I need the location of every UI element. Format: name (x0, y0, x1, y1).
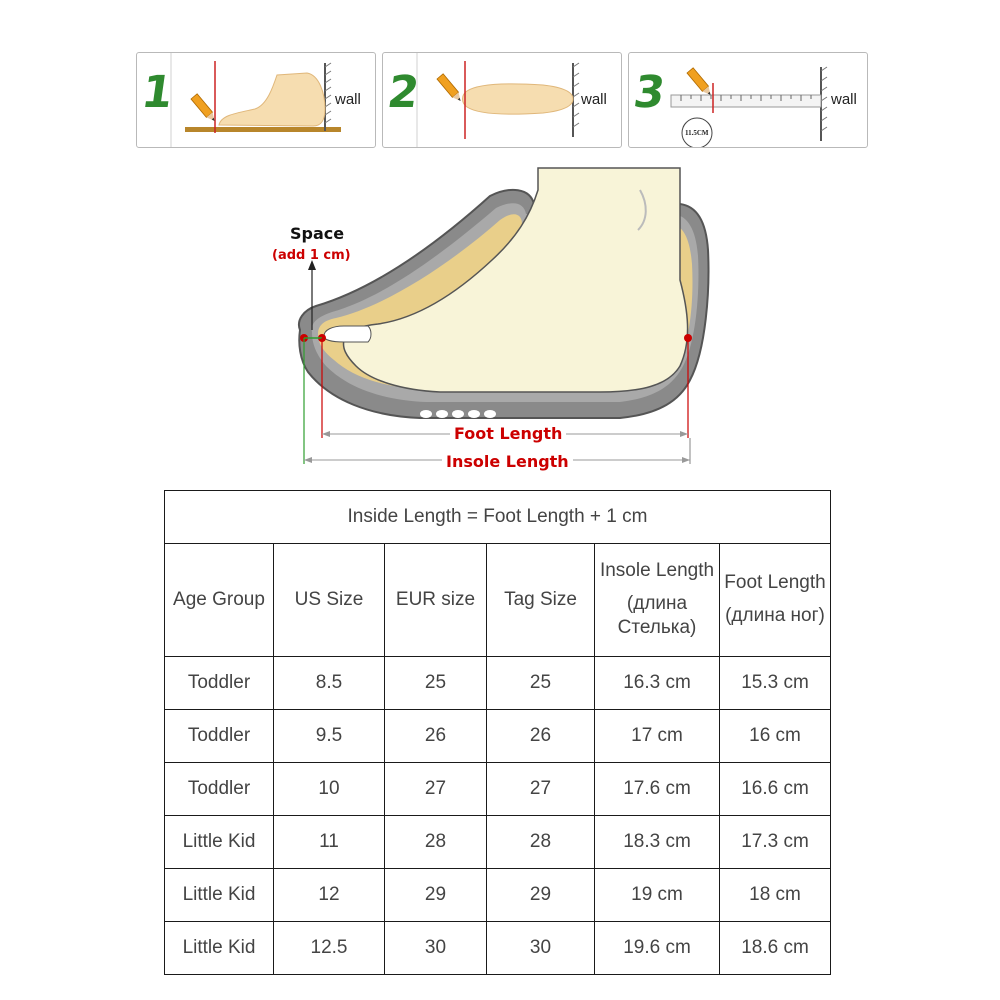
cell-insole-length: 17.6 cm (595, 763, 720, 816)
cell-tag-size: 30 (487, 922, 595, 975)
table-row (165, 922, 831, 975)
cell-tag-size: 29 (487, 869, 595, 922)
cell-tag-size: 28 (487, 816, 595, 869)
cell-us-size: 8.5 (274, 657, 385, 710)
table-row (165, 816, 831, 869)
table-row (165, 869, 831, 922)
space-note: (add 1 cm) (272, 248, 351, 263)
table-row (165, 763, 831, 816)
cell-foot-length: 18.6 cm (720, 922, 831, 975)
step-number: 2 (384, 67, 423, 118)
header-foot-length-en: Foot Length (724, 572, 826, 594)
header-insole-length-en: Insole Length (599, 559, 715, 581)
shoe-fit-diagram (260, 160, 740, 480)
cell-us-size: 12 (274, 869, 385, 922)
wall-label: wall (335, 91, 361, 108)
header-us-size: US Size (274, 544, 385, 657)
cell-tag-size: 25 (487, 657, 595, 710)
header-insole-length (595, 544, 720, 657)
cell-tag-size: 26 (487, 710, 595, 763)
table-row (165, 710, 831, 763)
cell-age-group: Little Kid (165, 816, 274, 869)
cell-age-group: Toddler (165, 710, 274, 763)
table-caption-row (165, 491, 831, 544)
wall-label: wall (831, 91, 857, 108)
cell-us-size: 10 (274, 763, 385, 816)
ruler-reading: 11.5CM (685, 129, 709, 137)
insole-length-label: Insole Length (442, 452, 573, 471)
cell-eur-size: 25 (385, 657, 487, 710)
table-body (165, 657, 831, 975)
cell-us-size: 11 (274, 816, 385, 869)
cell-us-size: 9.5 (274, 710, 385, 763)
cell-age-group: Little Kid (165, 922, 274, 975)
header-foot-length-ru: (длина ног) (725, 605, 825, 626)
cell-insole-length: 18.3 cm (595, 816, 720, 869)
cell-foot-length: 17.3 cm (720, 816, 831, 869)
cell-age-group: Little Kid (165, 869, 274, 922)
step-panel-1 (136, 52, 376, 148)
cell-age-group: Toddler (165, 763, 274, 816)
wall-label: wall (581, 91, 607, 108)
cell-foot-length: 16.6 cm (720, 763, 831, 816)
cell-foot-length: 18 cm (720, 869, 831, 922)
header-age-group: Age Group (165, 544, 274, 657)
space-label: Space (290, 224, 345, 243)
cell-tag-size: 27 (487, 763, 595, 816)
step-panel-3 (628, 52, 868, 148)
cell-eur-size: 27 (385, 763, 487, 816)
cell-eur-size: 29 (385, 869, 487, 922)
table-header-row (165, 544, 831, 657)
cell-foot-length: 15.3 cm (720, 657, 831, 710)
cell-age-group: Toddler (165, 657, 274, 710)
table-row (165, 657, 831, 710)
header-insole-length-ru: (длина Стелька) (617, 592, 697, 639)
cell-foot-length: 16 cm (720, 710, 831, 763)
cell-insole-length: 16.3 cm (595, 657, 720, 710)
step-panel-2 (382, 52, 622, 148)
table-caption: Inside Length = Foot Length + 1 cm (165, 491, 831, 544)
cell-eur-size: 30 (385, 922, 487, 975)
step-number: 3 (630, 67, 669, 118)
header-eur-size: EUR size (385, 544, 487, 657)
header-tag-size: Tag Size (487, 544, 595, 657)
cell-eur-size: 28 (385, 816, 487, 869)
cell-insole-length: 17 cm (595, 710, 720, 763)
cell-us-size: 12.5 (274, 922, 385, 975)
cell-eur-size: 26 (385, 710, 487, 763)
header-foot-length (720, 544, 831, 657)
cell-insole-length: 19.6 cm (595, 922, 720, 975)
size-chart-table (164, 490, 831, 975)
step-number: 1 (138, 67, 177, 118)
foot-length-label: Foot Length (450, 424, 566, 443)
cell-insole-length: 19 cm (595, 869, 720, 922)
